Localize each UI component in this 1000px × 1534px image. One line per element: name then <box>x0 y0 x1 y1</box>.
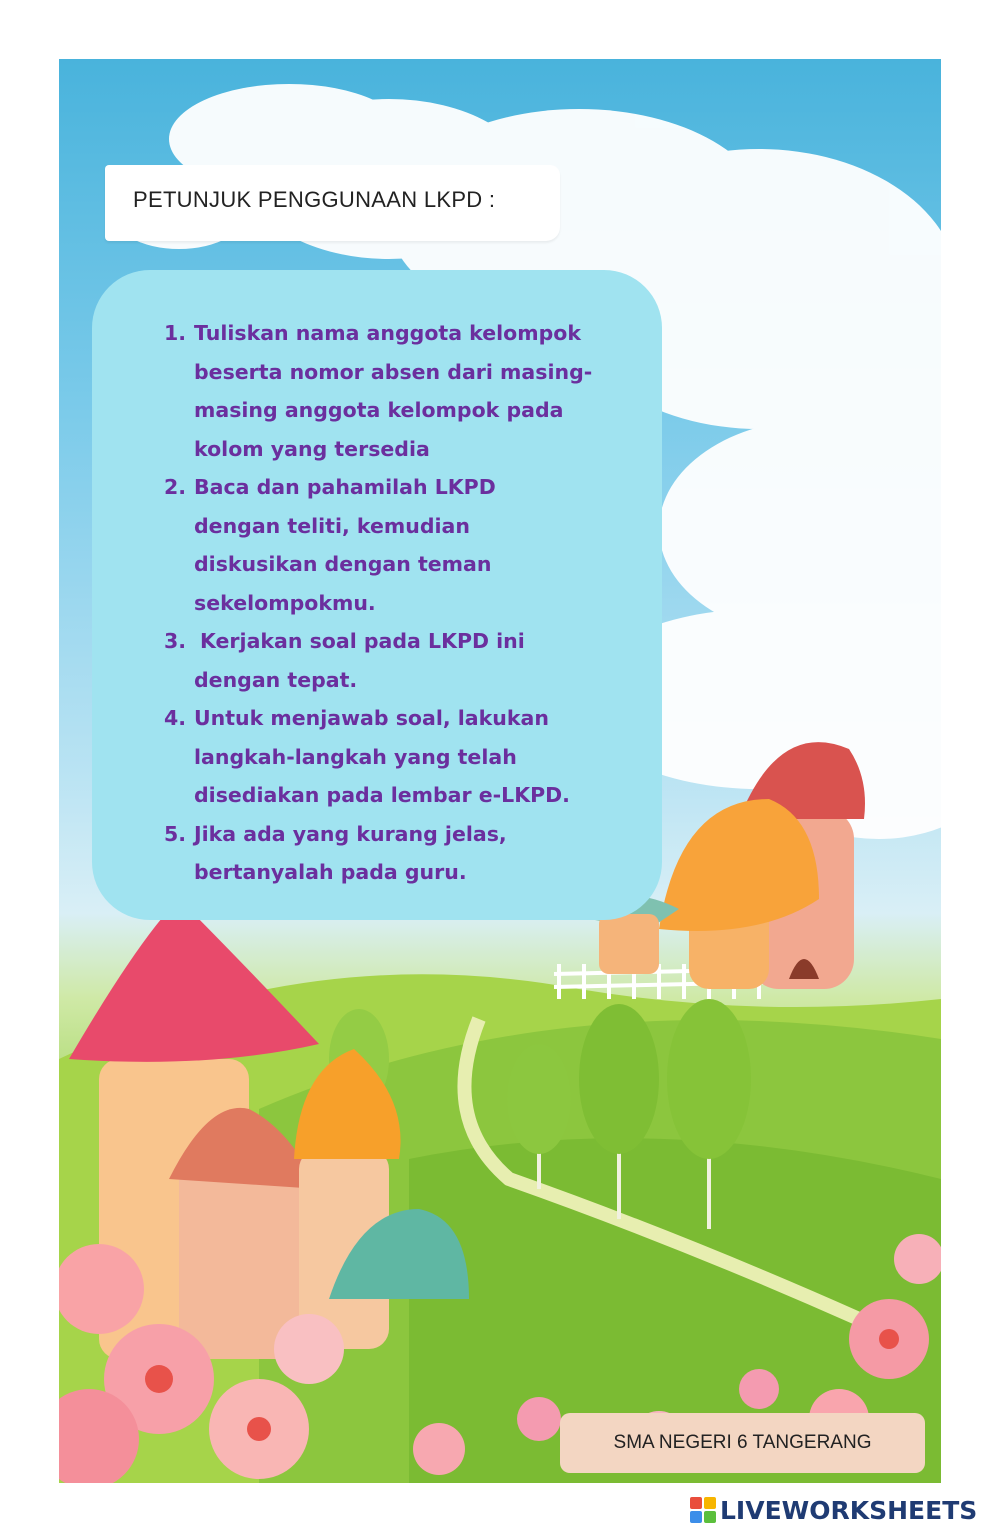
liveworksheets-brand[interactable] <box>690 1492 977 1528</box>
instruction-item: 5. Jika ada yang kurang jelas, bertanyalah pada guru. <box>164 821 507 884</box>
liveworksheets-logo-icon <box>690 1497 716 1523</box>
instruction-item: 2. Baca dan pahamilah LKPD dengan teliti, kemudian diskusikan dengan teman sekelompokmu. <box>164 475 496 615</box>
worksheet-page <box>59 59 941 1483</box>
instruction-item: 3. Kerjakan soal pada LKPD ini dengan tepat. <box>164 629 525 692</box>
school-name: SMA NEGERI 6 TANGERANG <box>613 1432 872 1453</box>
instruction-list <box>164 314 644 892</box>
instruction-item: 1. Tuliskan nama anggota kelompok beserta nomor absen dari masing- masing anggota kelompok pada kolom yang tersedia <box>164 321 593 461</box>
school-tag <box>560 1413 925 1473</box>
page-title: PETUNJUK PENGGUNAAN LKPD : <box>133 187 496 212</box>
instruction-item: 4. Untuk menjawab soal, lakukan langkah-langkah yang telah disediakan pada lembar e-LKPD. <box>164 706 570 807</box>
brand-name: LIVEWORKSHEETS <box>720 1495 978 1525</box>
instructions-panel <box>92 270 662 920</box>
title-banner <box>105 165 560 241</box>
